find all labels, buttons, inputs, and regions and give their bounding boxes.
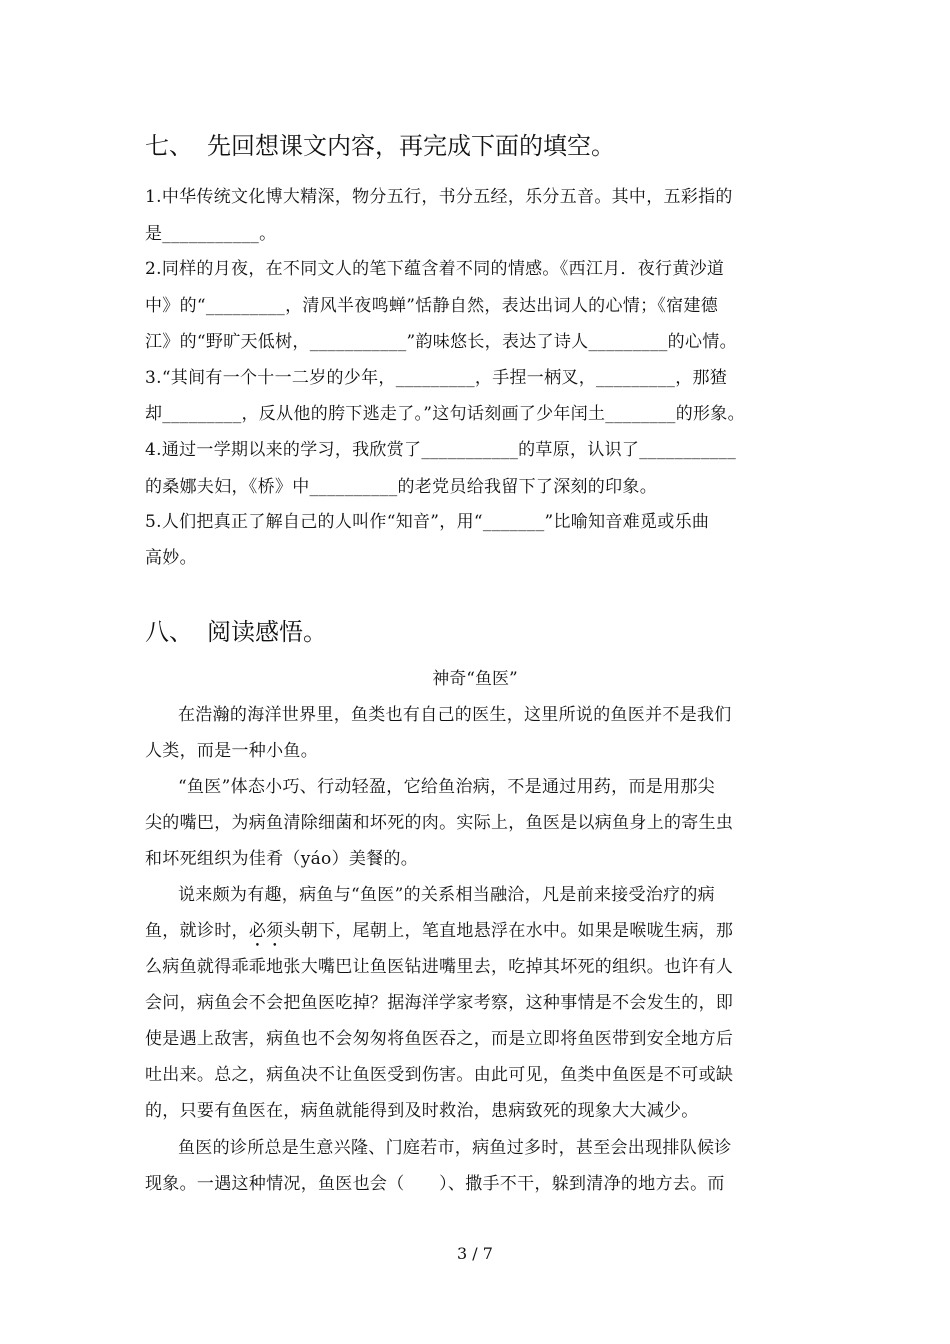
question-line: 高妙。 — [145, 548, 197, 568]
emphasized-word: 必须 — [248, 921, 284, 941]
question-line: 中》的“_________，清风半夜鸣蝉”恬静自然，表达出词人的心情；《宿建德 — [145, 296, 719, 316]
article-line: 的，只要有鱼医在，病鱼就能得到及时救治，患病致死的现象大大减少。 — [145, 1101, 699, 1121]
article-line: 么病鱼就得乖乖地张大嘴巴让鱼医钻进嘴里去，吃掉其坏死的组织。也许有人 — [145, 957, 734, 977]
question-line: 4.通过一学期以来的学习，我欣赏了___________的草原，认识了___________ — [145, 440, 737, 460]
article-line: 现象。一遇这种情况，鱼医也会（ ）、撒手不干，躲到清净的地方去。而 — [145, 1174, 725, 1194]
article-text: 头朝下，尾朝上，笔直地悬浮在水中。如果是喉咙生病，那 — [283, 921, 734, 941]
section-7-heading — [145, 131, 615, 161]
article-line: 在浩瀚的海洋世界里，鱼类也有自己的医生，这里所说的鱼医并不是我们 — [178, 705, 732, 725]
question-line: 5.人们把真正了解自己的人叫作“知音”，用“_______”比喻知音难觅或乐曲 — [145, 512, 710, 532]
section-7-number: 七、 — [145, 132, 193, 160]
article-line: 和坏死组织为佳肴（yáo）美餐的。 — [145, 849, 419, 869]
section-8-heading — [145, 617, 327, 647]
question-line: 1.中华传统文化博大精深，物分五行，书分五经，乐分五音。其中，五彩指的 — [145, 187, 733, 207]
question-line: 3.“其间有一个十一二岁的少年，_________，手捏一柄叉，_________，那猹 — [145, 368, 728, 388]
question-line: 却_________，反从他的胯下逃走了。”这句话刻画了少年闰土________的形象。 — [145, 404, 745, 424]
question-line: 江》的“野旷天低树，___________”韵味悠长，表达了诗人_________的心情。 — [145, 332, 737, 352]
question-line: 是___________。 — [145, 224, 277, 244]
article-title: 神奇“鱼医” — [432, 669, 518, 689]
page-number: 3 / 7 — [457, 1244, 493, 1263]
article-line: 吐出来。总之，病鱼决不让鱼医受到伤害。由此可见，鱼类中鱼医是不可或缺 — [145, 1065, 734, 1085]
article-line: 使是遇上敌害，病鱼也不会匆匆将鱼医吞之，而是立即将鱼医带到安全地方后 — [145, 1029, 734, 1049]
section-8-title: 阅读感悟。 — [207, 618, 327, 646]
section-8-number: 八、 — [145, 618, 193, 646]
article-text: 鱼，就诊时， — [145, 921, 249, 941]
article-line: 会问，病鱼会不会把鱼医吃掉？据海洋学家考察，这种事情是不会发生的，即 — [145, 993, 734, 1013]
article-line: 人类，而是一种小鱼。 — [145, 741, 318, 761]
article-line: 鱼医的诊所总是生意兴隆、门庭若市，病鱼过多时，甚至会出现排队候诊 — [178, 1138, 732, 1158]
article-line: 说来颇为有趣，病鱼与“鱼医”的关系相当融洽，凡是前来接受治疗的病 — [178, 885, 715, 905]
article-line: 尖的嘴巴，为病鱼清除细菌和坏死的肉。实际上，鱼医是以病鱼身上的寄生虫 — [145, 813, 734, 833]
section-7-title: 先回想课文内容，再完成下面的填空。 — [207, 132, 615, 160]
question-line: 2.同样的月夜，在不同文人的笔下蕴含着不同的情感。《西江月．夜行黄沙道 — [145, 259, 725, 279]
article-line — [145, 919, 733, 951]
question-line: 的桑娜夫妇，《桥》中__________的老党员给我留下了深刻的印象。 — [145, 477, 657, 497]
article-line: “鱼医”体态小巧、行动轻盈，它给鱼治病，不是通过用药，而是用那尖 — [178, 777, 715, 797]
